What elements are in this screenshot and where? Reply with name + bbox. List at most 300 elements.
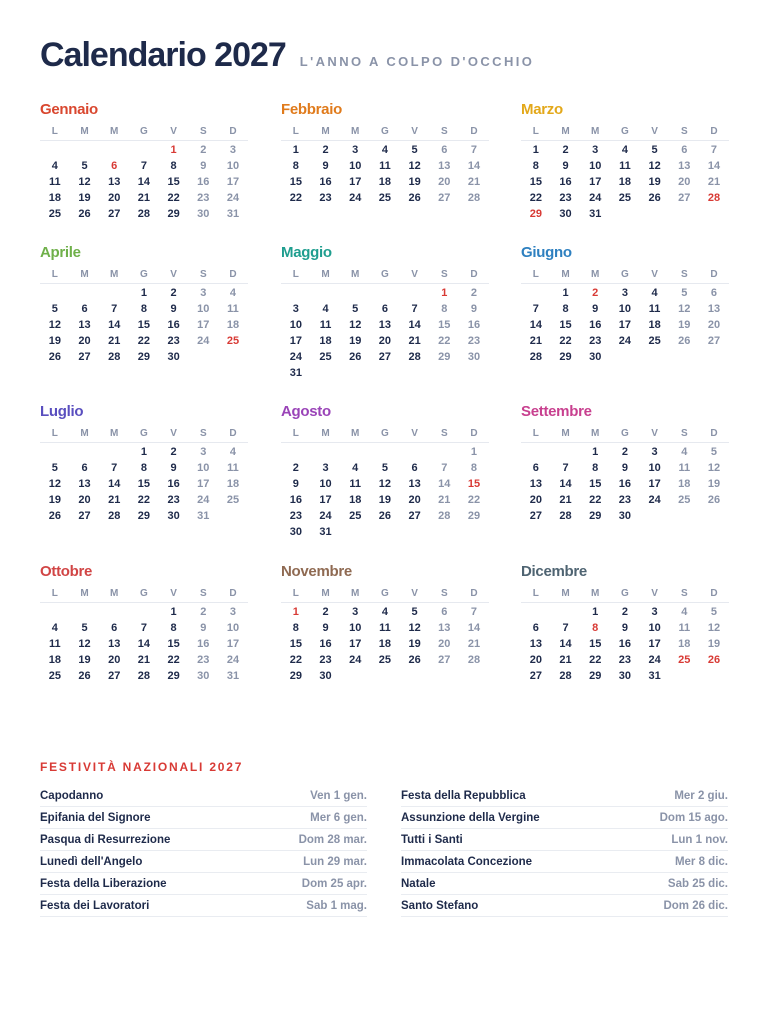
day-cell: 24 — [319, 510, 332, 522]
day-cell: 5 — [352, 303, 359, 315]
month-name: Luglio — [40, 403, 84, 420]
day-cell: 1 — [470, 446, 478, 458]
day-cell: 19 — [78, 654, 91, 666]
day-cell: 1 — [170, 606, 177, 618]
day-cell: 6 — [81, 462, 88, 474]
weekday-header: M — [551, 124, 581, 141]
weekday-header: M — [70, 426, 100, 443]
weekday-header: D — [218, 586, 248, 603]
day-cell: 29 — [438, 351, 451, 363]
day-cell: 26 — [349, 351, 362, 363]
day-cell: 11 — [49, 176, 61, 188]
day-empty — [40, 142, 70, 158]
day-empty — [129, 142, 159, 158]
day-cell: 6 — [710, 287, 718, 299]
day-cell: 29 — [289, 670, 302, 682]
day-cell: 8 — [140, 303, 147, 315]
day-cell: 21 — [529, 335, 542, 347]
day-cell: 17 — [197, 478, 210, 490]
day-cell: 6 — [381, 303, 388, 315]
day-cell: 7 — [111, 462, 118, 474]
day-cell: 2 — [621, 446, 628, 458]
weekday-header: M — [340, 124, 370, 141]
day-cell: 22 — [289, 654, 302, 666]
day-cell: 23 — [319, 192, 332, 204]
day-cell: 30 — [559, 208, 572, 220]
day-cell: 1 — [532, 144, 539, 156]
weekday-header: D — [459, 426, 489, 443]
holiday-row — [401, 830, 728, 851]
day-cell: 12 — [349, 319, 362, 331]
day-empty — [370, 285, 400, 301]
day-cell: 11 — [227, 303, 239, 315]
month-days-grid — [281, 426, 489, 540]
weekday-header: G — [370, 124, 400, 141]
day-cell: 23 — [618, 654, 632, 666]
day-cell: 9 — [621, 622, 628, 634]
day-cell: 3 — [229, 144, 237, 156]
day-cell: 29 — [167, 670, 180, 682]
month-days-grid — [40, 426, 248, 524]
day-cell: 8 — [470, 462, 478, 474]
day-cell: 26 — [48, 351, 61, 363]
day-cell: 2 — [322, 606, 329, 618]
day-cell: 26 — [48, 510, 61, 522]
day-cell: 24 — [349, 654, 362, 666]
day-cell: 25 — [48, 670, 61, 682]
month-days-grid — [40, 586, 248, 684]
weekday-header: M — [311, 586, 341, 603]
weekday-header: S — [188, 426, 218, 443]
day-cell: 7 — [562, 462, 569, 474]
holiday-date: Lun 29 mar. — [303, 856, 367, 868]
day-cell: 4 — [229, 446, 237, 458]
day-cell: 15 — [167, 176, 180, 188]
day-cell: 12 — [707, 622, 721, 634]
day-cell: 9 — [470, 303, 478, 315]
day-cell: 13 — [78, 319, 91, 331]
day-cell: 6 — [411, 462, 418, 474]
day-cell: 17 — [349, 638, 362, 650]
holiday-row — [40, 852, 367, 873]
day-cell: 29 — [467, 510, 481, 522]
weekday-header: L — [521, 586, 551, 603]
holidays-section — [40, 760, 728, 918]
day-cell: 6 — [441, 606, 448, 618]
day-empty — [429, 444, 459, 460]
day-cell: 16 — [197, 638, 210, 650]
day-cell: 2 — [200, 606, 207, 618]
weekday-header: L — [40, 586, 70, 603]
weekday-header: V — [159, 267, 189, 284]
holiday-date: Dom 25 apr. — [301, 878, 367, 890]
day-cell: 13 — [378, 319, 392, 331]
day-cell: 29 — [529, 208, 542, 220]
weekday-header: G — [610, 267, 640, 284]
day-cell: 17 — [226, 638, 240, 650]
month-days-grid — [281, 124, 489, 206]
day-cell: 25 — [226, 494, 240, 506]
day-cell: 28 — [467, 654, 481, 666]
weekday-header: M — [580, 586, 610, 603]
weekday-header: L — [40, 426, 70, 443]
day-cell: 16 — [319, 638, 332, 650]
weekday-header: D — [218, 267, 248, 284]
day-cell: 27 — [707, 335, 721, 347]
day-cell: 23 — [589, 335, 602, 347]
day-cell: 10 — [648, 622, 661, 634]
day-cell: 26 — [648, 192, 661, 204]
day-cell: 5 — [381, 462, 388, 474]
month-8 — [281, 402, 489, 540]
day-cell: 8 — [592, 462, 599, 474]
weekday-header: M — [340, 586, 370, 603]
weekday-header: V — [400, 267, 430, 284]
day-cell: 22 — [559, 335, 572, 347]
day-cell: 21 — [137, 192, 151, 204]
day-cell: 19 — [648, 176, 661, 188]
month-7 — [40, 402, 248, 524]
day-cell: 13 — [707, 303, 721, 315]
day-cell: 20 — [108, 192, 121, 204]
holiday-date: Lun 1 nov. — [671, 834, 728, 846]
weekday-header: D — [699, 586, 729, 603]
day-cell: 20 — [378, 335, 392, 347]
day-cell: 20 — [108, 654, 121, 666]
day-cell: 9 — [170, 462, 177, 474]
day-empty — [521, 285, 551, 301]
weekday-header: L — [281, 124, 311, 141]
day-cell: 23 — [289, 510, 302, 522]
day-cell: 10 — [197, 303, 210, 315]
day-cell: 14 — [408, 319, 421, 331]
day-cell: 22 — [137, 335, 151, 347]
day-cell: 6 — [441, 144, 448, 156]
day-cell: 8 — [292, 622, 299, 634]
day-cell: 11 — [678, 462, 691, 474]
day-cell: 1 — [562, 287, 569, 299]
weekday-header: S — [429, 426, 459, 443]
day-cell: 19 — [408, 638, 421, 650]
weekday-header: S — [429, 586, 459, 603]
day-cell: 3 — [352, 144, 359, 156]
day-empty — [281, 444, 311, 460]
holiday-date: Dom 28 mar. — [298, 834, 367, 846]
day-empty — [99, 604, 129, 620]
day-cell: 27 — [108, 208, 121, 220]
holiday-date: Dom 26 dic. — [663, 900, 728, 912]
month-name: Marzo — [521, 101, 563, 118]
month-name: Giugno — [521, 244, 572, 261]
day-cell: 13 — [78, 478, 91, 490]
day-cell: 1 — [170, 144, 177, 156]
day-cell: 29 — [559, 351, 572, 363]
weekday-header: L — [281, 426, 311, 443]
weekday-header: V — [159, 124, 189, 141]
day-cell: 1 — [140, 446, 147, 458]
day-cell: 21 — [467, 176, 481, 188]
day-cell: 13 — [529, 638, 542, 650]
day-cell: 14 — [438, 478, 451, 490]
day-cell: 4 — [681, 606, 688, 618]
day-cell: 29 — [137, 351, 151, 363]
day-cell: 18 — [319, 335, 332, 347]
day-cell: 18 — [678, 478, 691, 490]
month-5 — [281, 243, 489, 381]
day-cell: 28 — [408, 351, 421, 363]
day-cell: 23 — [197, 192, 210, 204]
day-cell: 5 — [710, 606, 718, 618]
day-cell: 15 — [137, 478, 151, 490]
weekday-header: S — [188, 586, 218, 603]
day-cell: 10 — [648, 462, 661, 474]
day-cell: 4 — [381, 606, 388, 618]
holiday-name: Epifania del Signore — [40, 812, 151, 824]
day-cell: 27 — [78, 351, 91, 363]
holiday-row — [401, 874, 728, 895]
day-cell: 30 — [589, 351, 602, 363]
day-cell: 5 — [51, 303, 58, 315]
day-cell: 20 — [438, 176, 451, 188]
day-cell: 8 — [592, 622, 599, 634]
day-cell: 12 — [648, 160, 661, 172]
holiday-date: Sab 25 dic. — [667, 878, 728, 890]
day-cell: 27 — [529, 670, 542, 682]
day-cell: 14 — [559, 638, 572, 650]
month-name: Gennaio — [40, 101, 98, 118]
day-cell: 27 — [108, 670, 121, 682]
day-cell: 24 — [197, 335, 210, 347]
weekday-header: M — [311, 124, 341, 141]
day-cell: 3 — [651, 606, 658, 618]
month-days-grid — [521, 267, 729, 365]
weekday-header: L — [281, 586, 311, 603]
month-3 — [521, 100, 729, 222]
day-cell: 8 — [441, 303, 448, 315]
month-name: Novembre — [281, 563, 352, 580]
holidays-column-left — [40, 786, 367, 918]
day-empty — [70, 142, 100, 158]
weekday-header: D — [218, 426, 248, 443]
day-cell: 29 — [589, 510, 602, 522]
day-empty — [400, 444, 430, 460]
day-cell: 15 — [589, 478, 602, 490]
day-cell: 25 — [678, 654, 691, 666]
day-cell: 5 — [81, 622, 88, 634]
day-cell: 31 — [289, 367, 302, 379]
day-cell: 12 — [78, 176, 91, 188]
day-cell: 9 — [322, 160, 329, 172]
day-cell: 27 — [78, 510, 91, 522]
day-cell: 12 — [378, 478, 392, 490]
day-empty — [70, 285, 100, 301]
day-cell: 2 — [292, 462, 299, 474]
day-cell: 21 — [707, 176, 721, 188]
holiday-name: Assunzione della Vergine — [401, 812, 540, 824]
day-cell: 15 — [589, 638, 602, 650]
day-cell: 11 — [619, 160, 631, 172]
day-cell: 6 — [681, 144, 688, 156]
day-cell: 16 — [167, 478, 180, 490]
day-cell: 18 — [648, 319, 661, 331]
weekday-header: S — [188, 267, 218, 284]
day-cell: 10 — [349, 622, 362, 634]
day-cell: 28 — [108, 510, 121, 522]
day-cell: 20 — [707, 319, 721, 331]
holiday-name: Festa dei Lavoratori — [40, 900, 150, 912]
holiday-date: Ven 1 gen. — [310, 790, 367, 802]
day-cell: 31 — [197, 510, 210, 522]
day-cell: 15 — [467, 478, 481, 490]
weekday-header: M — [551, 426, 581, 443]
holiday-date: Dom 15 ago. — [659, 812, 728, 824]
day-cell: 3 — [229, 606, 237, 618]
day-cell: 29 — [589, 670, 602, 682]
day-cell: 2 — [562, 144, 569, 156]
day-cell: 2 — [170, 446, 177, 458]
day-cell: 7 — [710, 144, 718, 156]
page-subtitle: L'ANNO A COLPO D'OCCHIO — [299, 54, 535, 69]
day-cell: 8 — [170, 622, 177, 634]
day-cell: 15 — [559, 319, 572, 331]
day-cell: 15 — [438, 319, 451, 331]
day-cell: 16 — [167, 319, 180, 331]
day-cell: 24 — [648, 494, 661, 506]
day-empty — [340, 285, 370, 301]
day-cell: 28 — [438, 510, 451, 522]
day-cell: 25 — [618, 192, 632, 204]
weekday-header: D — [699, 267, 729, 284]
holiday-row — [40, 786, 367, 807]
weekday-header: D — [699, 426, 729, 443]
month-days-grid — [521, 426, 729, 524]
day-cell: 19 — [378, 494, 392, 506]
weekday-header: L — [521, 267, 551, 284]
day-cell: 13 — [438, 160, 451, 172]
day-cell: 22 — [167, 192, 180, 204]
day-cell: 8 — [562, 303, 569, 315]
month-name: Aprile — [40, 244, 81, 261]
day-cell: 16 — [559, 176, 572, 188]
weekday-header: L — [521, 426, 551, 443]
day-cell: 24 — [648, 654, 661, 666]
day-cell: 10 — [289, 319, 302, 331]
day-cell: 31 — [648, 670, 661, 682]
day-cell: 23 — [167, 494, 180, 506]
day-cell: 12 — [78, 638, 91, 650]
day-cell: 21 — [438, 494, 451, 506]
day-cell: 4 — [381, 144, 388, 156]
day-cell: 22 — [589, 654, 602, 666]
day-cell: 7 — [470, 606, 478, 618]
day-cell: 26 — [408, 192, 421, 204]
day-cell: 9 — [200, 622, 207, 634]
day-cell: 30 — [197, 670, 210, 682]
day-cell: 23 — [167, 335, 180, 347]
month-name: Agosto — [281, 403, 331, 420]
day-cell: 20 — [529, 494, 542, 506]
holiday-name: Natale — [401, 878, 436, 890]
day-cell: 6 — [532, 462, 539, 474]
day-cell: 4 — [651, 287, 658, 299]
day-cell: 13 — [108, 176, 121, 188]
holiday-date: Mer 8 dic. — [674, 856, 728, 868]
day-cell: 19 — [707, 638, 721, 650]
holidays-title: FESTIVITÀ NAZIONALI 2027 — [40, 760, 244, 774]
day-cell: 22 — [589, 494, 602, 506]
day-cell: 24 — [618, 335, 632, 347]
day-cell: 5 — [81, 160, 88, 172]
day-cell: 28 — [108, 351, 121, 363]
day-cell: 28 — [559, 510, 572, 522]
weekday-header: G — [129, 586, 159, 603]
day-cell: 5 — [651, 144, 658, 156]
day-empty — [99, 142, 129, 158]
day-cell: 30 — [618, 670, 632, 682]
day-cell: 26 — [678, 335, 691, 347]
weekday-header: M — [99, 267, 129, 284]
weekday-header: V — [400, 124, 430, 141]
day-cell: 4 — [51, 622, 58, 634]
day-cell: 31 — [226, 670, 240, 682]
month-4 — [40, 243, 248, 365]
day-cell: 3 — [322, 462, 329, 474]
weekday-header: M — [340, 267, 370, 284]
day-cell: 27 — [438, 192, 451, 204]
weekday-header: M — [70, 267, 100, 284]
day-cell: 8 — [140, 462, 147, 474]
day-cell: 11 — [319, 319, 332, 331]
weekday-header: M — [99, 426, 129, 443]
day-cell: 22 — [467, 494, 481, 506]
day-cell: 26 — [78, 670, 91, 682]
weekday-header: G — [610, 586, 640, 603]
day-cell: 12 — [707, 462, 721, 474]
day-cell: 18 — [349, 494, 362, 506]
weekday-header: M — [551, 586, 581, 603]
day-cell: 15 — [289, 638, 302, 650]
holiday-row — [40, 830, 367, 851]
day-cell: 11 — [678, 622, 691, 634]
holiday-row — [40, 808, 367, 829]
day-cell: 12 — [48, 319, 61, 331]
month-days-grid — [521, 586, 729, 684]
day-cell: 6 — [532, 622, 539, 634]
weekday-header: D — [699, 124, 729, 141]
day-cell: 24 — [289, 351, 302, 363]
day-cell: 12 — [408, 622, 421, 634]
day-cell: 21 — [137, 654, 151, 666]
day-cell: 30 — [167, 510, 180, 522]
day-cell: 21 — [108, 335, 121, 347]
day-cell: 6 — [111, 160, 118, 172]
weekday-header: M — [99, 586, 129, 603]
day-cell: 24 — [226, 192, 240, 204]
month-12 — [521, 562, 729, 684]
day-cell: 17 — [319, 494, 332, 506]
weekday-header: V — [400, 586, 430, 603]
weekday-header: G — [129, 426, 159, 443]
day-cell: 2 — [322, 144, 329, 156]
holiday-row — [401, 808, 728, 829]
day-cell: 12 — [678, 303, 691, 315]
day-cell: 21 — [559, 654, 572, 666]
weekday-header: S — [429, 267, 459, 284]
weekday-header: G — [129, 267, 159, 284]
day-cell: 1 — [140, 287, 147, 299]
day-cell: 6 — [81, 303, 88, 315]
page-title: Calendario 2027 — [40, 36, 286, 74]
